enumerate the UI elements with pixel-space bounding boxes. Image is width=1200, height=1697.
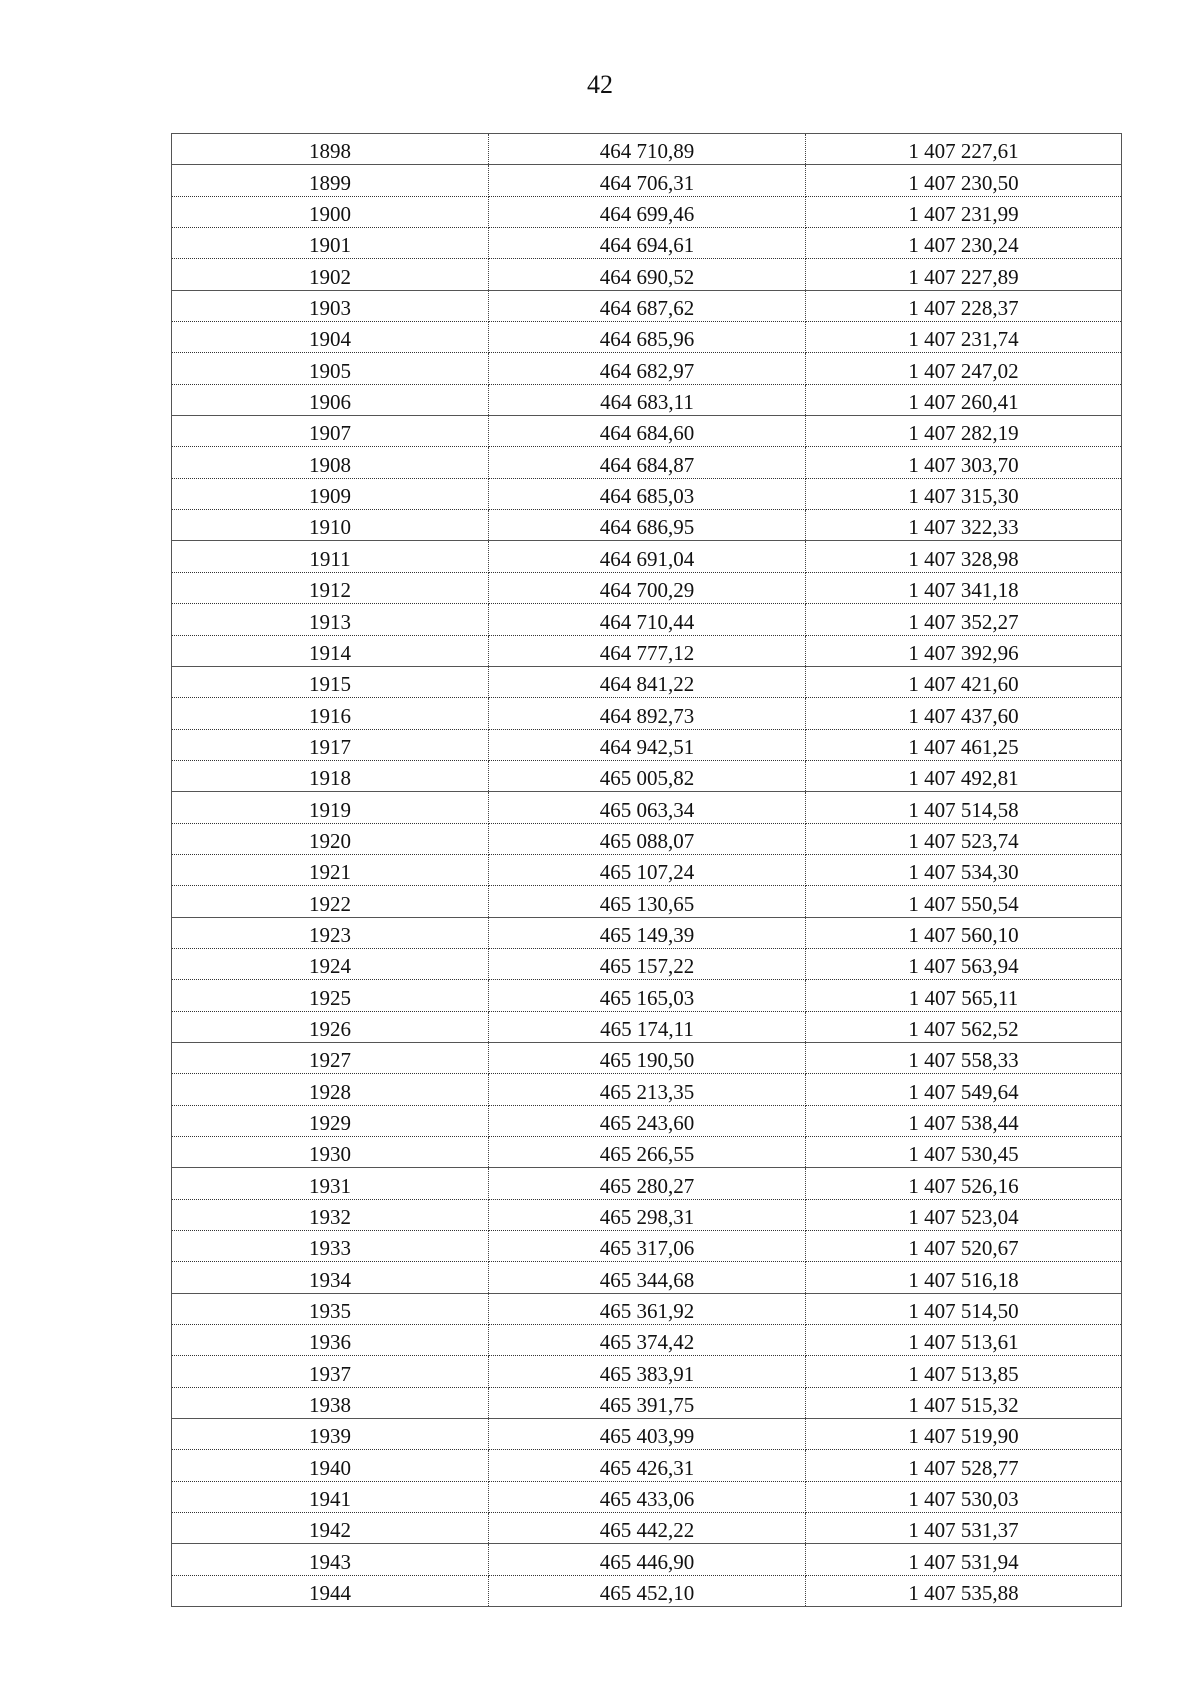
point-number-cell: 1900 [172,196,489,227]
x-coordinate-cell: 465 452,10 [489,1575,806,1606]
table-row [172,1356,1122,1387]
y-coordinate-cell: 1 407 558,33 [806,1042,1122,1073]
y-coordinate-cell: 1 407 437,60 [806,698,1122,729]
point-number-cell: 1921 [172,854,489,885]
x-coordinate-cell: 465 433,06 [489,1481,806,1512]
y-coordinate-cell: 1 407 549,64 [806,1074,1122,1105]
x-coordinate-cell: 465 280,27 [489,1168,806,1199]
table-row [172,228,1122,259]
table-row [172,572,1122,603]
table-row [172,980,1122,1011]
y-coordinate-cell: 1 407 231,74 [806,322,1122,353]
table-row [172,635,1122,666]
table-row [172,416,1122,447]
point-number-cell: 1922 [172,886,489,917]
x-coordinate-cell: 464 683,11 [489,384,806,415]
x-coordinate-cell: 464 691,04 [489,541,806,572]
point-number-cell: 1943 [172,1544,489,1575]
y-coordinate-cell: 1 407 515,32 [806,1387,1122,1418]
x-coordinate-cell: 465 157,22 [489,948,806,979]
point-number-cell: 1938 [172,1387,489,1418]
point-number-cell: 1902 [172,259,489,290]
x-coordinate-cell: 465 088,07 [489,823,806,854]
x-coordinate-cell: 464 892,73 [489,698,806,729]
point-number-cell: 1932 [172,1199,489,1230]
y-coordinate-cell: 1 407 563,94 [806,948,1122,979]
x-coordinate-cell: 464 684,87 [489,447,806,478]
point-number-cell: 1911 [172,541,489,572]
y-coordinate-cell: 1 407 322,33 [806,510,1122,541]
point-number-cell: 1920 [172,823,489,854]
point-number-cell: 1908 [172,447,489,478]
point-number-cell: 1942 [172,1513,489,1544]
table-row [172,478,1122,509]
table-row [172,666,1122,697]
point-number-cell: 1918 [172,760,489,791]
x-coordinate-cell: 464 687,62 [489,290,806,321]
point-number-cell: 1913 [172,604,489,635]
point-number-cell: 1930 [172,1137,489,1168]
x-coordinate-cell: 465 130,65 [489,886,806,917]
x-coordinate-cell: 464 684,60 [489,416,806,447]
y-coordinate-cell: 1 407 519,90 [806,1419,1122,1450]
table-row [172,886,1122,917]
y-coordinate-cell: 1 407 230,50 [806,165,1122,196]
table-row [172,196,1122,227]
x-coordinate-cell: 465 426,31 [489,1450,806,1481]
y-coordinate-cell: 1 407 328,98 [806,541,1122,572]
point-number-cell: 1899 [172,165,489,196]
y-coordinate-cell: 1 407 514,50 [806,1293,1122,1324]
point-number-cell: 1916 [172,698,489,729]
table-row [172,1544,1122,1575]
x-coordinate-cell: 464 685,03 [489,478,806,509]
table-row [172,823,1122,854]
table-row [172,1074,1122,1105]
table-row [172,1011,1122,1042]
table-row [172,948,1122,979]
x-coordinate-cell: 465 317,06 [489,1231,806,1262]
x-coordinate-cell: 465 374,42 [489,1325,806,1356]
table-row [172,1419,1122,1450]
point-number-cell: 1919 [172,792,489,823]
y-coordinate-cell: 1 407 227,89 [806,259,1122,290]
table-row [172,1481,1122,1512]
point-number-cell: 1935 [172,1293,489,1324]
y-coordinate-cell: 1 407 303,70 [806,447,1122,478]
y-coordinate-cell: 1 407 282,19 [806,416,1122,447]
table-row [172,510,1122,541]
x-coordinate-cell: 465 442,22 [489,1513,806,1544]
point-number-cell: 1927 [172,1042,489,1073]
table-row [172,604,1122,635]
point-number-cell: 1926 [172,1011,489,1042]
x-coordinate-cell: 465 446,90 [489,1544,806,1575]
table-row [172,384,1122,415]
point-number-cell: 1934 [172,1262,489,1293]
point-number-cell: 1910 [172,510,489,541]
table-row [172,792,1122,823]
y-coordinate-cell: 1 407 247,02 [806,353,1122,384]
y-coordinate-cell: 1 407 228,37 [806,290,1122,321]
x-coordinate-cell: 464 777,12 [489,635,806,666]
page-number: 42 [587,70,613,99]
x-coordinate-cell: 464 841,22 [489,666,806,697]
y-coordinate-cell: 1 407 562,52 [806,1011,1122,1042]
y-coordinate-cell: 1 407 528,77 [806,1450,1122,1481]
point-number-cell: 1906 [172,384,489,415]
point-number-cell: 1928 [172,1074,489,1105]
table-row [172,1387,1122,1418]
point-number-cell: 1940 [172,1450,489,1481]
table-row [172,259,1122,290]
x-coordinate-cell: 465 243,60 [489,1105,806,1136]
point-number-cell: 1941 [172,1481,489,1512]
point-number-cell: 1915 [172,666,489,697]
table-row [172,447,1122,478]
table-row [172,1513,1122,1544]
table-row [172,1231,1122,1262]
y-coordinate-cell: 1 407 523,74 [806,823,1122,854]
y-coordinate-cell: 1 407 531,94 [806,1544,1122,1575]
table-row [172,1325,1122,1356]
y-coordinate-cell: 1 407 492,81 [806,760,1122,791]
table-row [172,1105,1122,1136]
table-row [172,1262,1122,1293]
x-coordinate-cell: 464 699,46 [489,196,806,227]
point-number-cell: 1937 [172,1356,489,1387]
point-number-cell: 1931 [172,1168,489,1199]
table-row [172,1168,1122,1199]
point-number-cell: 1944 [172,1575,489,1606]
point-number-cell: 1903 [172,290,489,321]
table-row [172,1293,1122,1324]
y-coordinate-cell: 1 407 530,45 [806,1137,1122,1168]
table-row [172,1042,1122,1073]
table-row [172,917,1122,948]
x-coordinate-cell: 465 391,75 [489,1387,806,1418]
y-coordinate-cell: 1 407 523,04 [806,1199,1122,1230]
point-number-cell: 1924 [172,948,489,979]
point-number-cell: 1898 [172,134,489,165]
point-number-cell: 1901 [172,228,489,259]
y-coordinate-cell: 1 407 514,58 [806,792,1122,823]
y-coordinate-cell: 1 407 392,96 [806,635,1122,666]
y-coordinate-cell: 1 407 530,03 [806,1481,1122,1512]
x-coordinate-cell: 465 213,35 [489,1074,806,1105]
point-number-cell: 1912 [172,572,489,603]
x-coordinate-cell: 464 694,61 [489,228,806,259]
point-number-cell: 1917 [172,729,489,760]
table-row [172,698,1122,729]
table-row [172,1575,1122,1606]
table-row [172,353,1122,384]
point-number-cell: 1933 [172,1231,489,1262]
point-number-cell: 1939 [172,1419,489,1450]
y-coordinate-cell: 1 407 231,99 [806,196,1122,227]
x-coordinate-cell: 465 190,50 [489,1042,806,1073]
x-coordinate-cell: 465 403,99 [489,1419,806,1450]
point-number-cell: 1929 [172,1105,489,1136]
table-row [172,729,1122,760]
x-coordinate-cell: 465 149,39 [489,917,806,948]
table-row [172,165,1122,196]
coordinates-table-body [172,134,1122,1607]
table-row [172,541,1122,572]
y-coordinate-cell: 1 407 421,60 [806,666,1122,697]
y-coordinate-cell: 1 407 550,54 [806,886,1122,917]
x-coordinate-cell: 465 361,92 [489,1293,806,1324]
x-coordinate-cell: 464 682,97 [489,353,806,384]
table-row [172,1137,1122,1168]
table-row [172,290,1122,321]
y-coordinate-cell: 1 407 534,30 [806,854,1122,885]
y-coordinate-cell: 1 407 461,25 [806,729,1122,760]
y-coordinate-cell: 1 407 565,11 [806,980,1122,1011]
x-coordinate-cell: 464 690,52 [489,259,806,290]
y-coordinate-cell: 1 407 230,24 [806,228,1122,259]
x-coordinate-cell: 464 710,44 [489,604,806,635]
y-coordinate-cell: 1 407 531,37 [806,1513,1122,1544]
point-number-cell: 1923 [172,917,489,948]
x-coordinate-cell: 465 005,82 [489,760,806,791]
x-coordinate-cell: 464 710,89 [489,134,806,165]
y-coordinate-cell: 1 407 538,44 [806,1105,1122,1136]
x-coordinate-cell: 464 700,29 [489,572,806,603]
point-number-cell: 1909 [172,478,489,509]
x-coordinate-cell: 465 107,24 [489,854,806,885]
x-coordinate-cell: 464 942,51 [489,729,806,760]
point-number-cell: 1905 [172,353,489,384]
x-coordinate-cell: 465 165,03 [489,980,806,1011]
point-number-cell: 1907 [172,416,489,447]
x-coordinate-cell: 464 686,95 [489,510,806,541]
y-coordinate-cell: 1 407 341,18 [806,572,1122,603]
x-coordinate-cell: 465 266,55 [489,1137,806,1168]
y-coordinate-cell: 1 407 526,16 [806,1168,1122,1199]
point-number-cell: 1904 [172,322,489,353]
x-coordinate-cell: 465 344,68 [489,1262,806,1293]
table-row [172,1199,1122,1230]
y-coordinate-cell: 1 407 520,67 [806,1231,1122,1262]
y-coordinate-cell: 1 407 516,18 [806,1262,1122,1293]
x-coordinate-cell: 465 383,91 [489,1356,806,1387]
coordinates-table [171,133,1122,1607]
table-row [172,760,1122,791]
point-number-cell: 1914 [172,635,489,666]
table-row [172,1450,1122,1481]
table-row [172,854,1122,885]
point-number-cell: 1925 [172,980,489,1011]
y-coordinate-cell: 1 407 352,27 [806,604,1122,635]
y-coordinate-cell: 1 407 513,61 [806,1325,1122,1356]
y-coordinate-cell: 1 407 560,10 [806,917,1122,948]
y-coordinate-cell: 1 407 260,41 [806,384,1122,415]
y-coordinate-cell: 1 407 513,85 [806,1356,1122,1387]
x-coordinate-cell: 465 298,31 [489,1199,806,1230]
x-coordinate-cell: 464 706,31 [489,165,806,196]
y-coordinate-cell: 1 407 535,88 [806,1575,1122,1606]
y-coordinate-cell: 1 407 227,61 [806,134,1122,165]
x-coordinate-cell: 465 174,11 [489,1011,806,1042]
x-coordinate-cell: 465 063,34 [489,792,806,823]
table-row [172,322,1122,353]
point-number-cell: 1936 [172,1325,489,1356]
table-row [172,134,1122,165]
y-coordinate-cell: 1 407 315,30 [806,478,1122,509]
x-coordinate-cell: 464 685,96 [489,322,806,353]
